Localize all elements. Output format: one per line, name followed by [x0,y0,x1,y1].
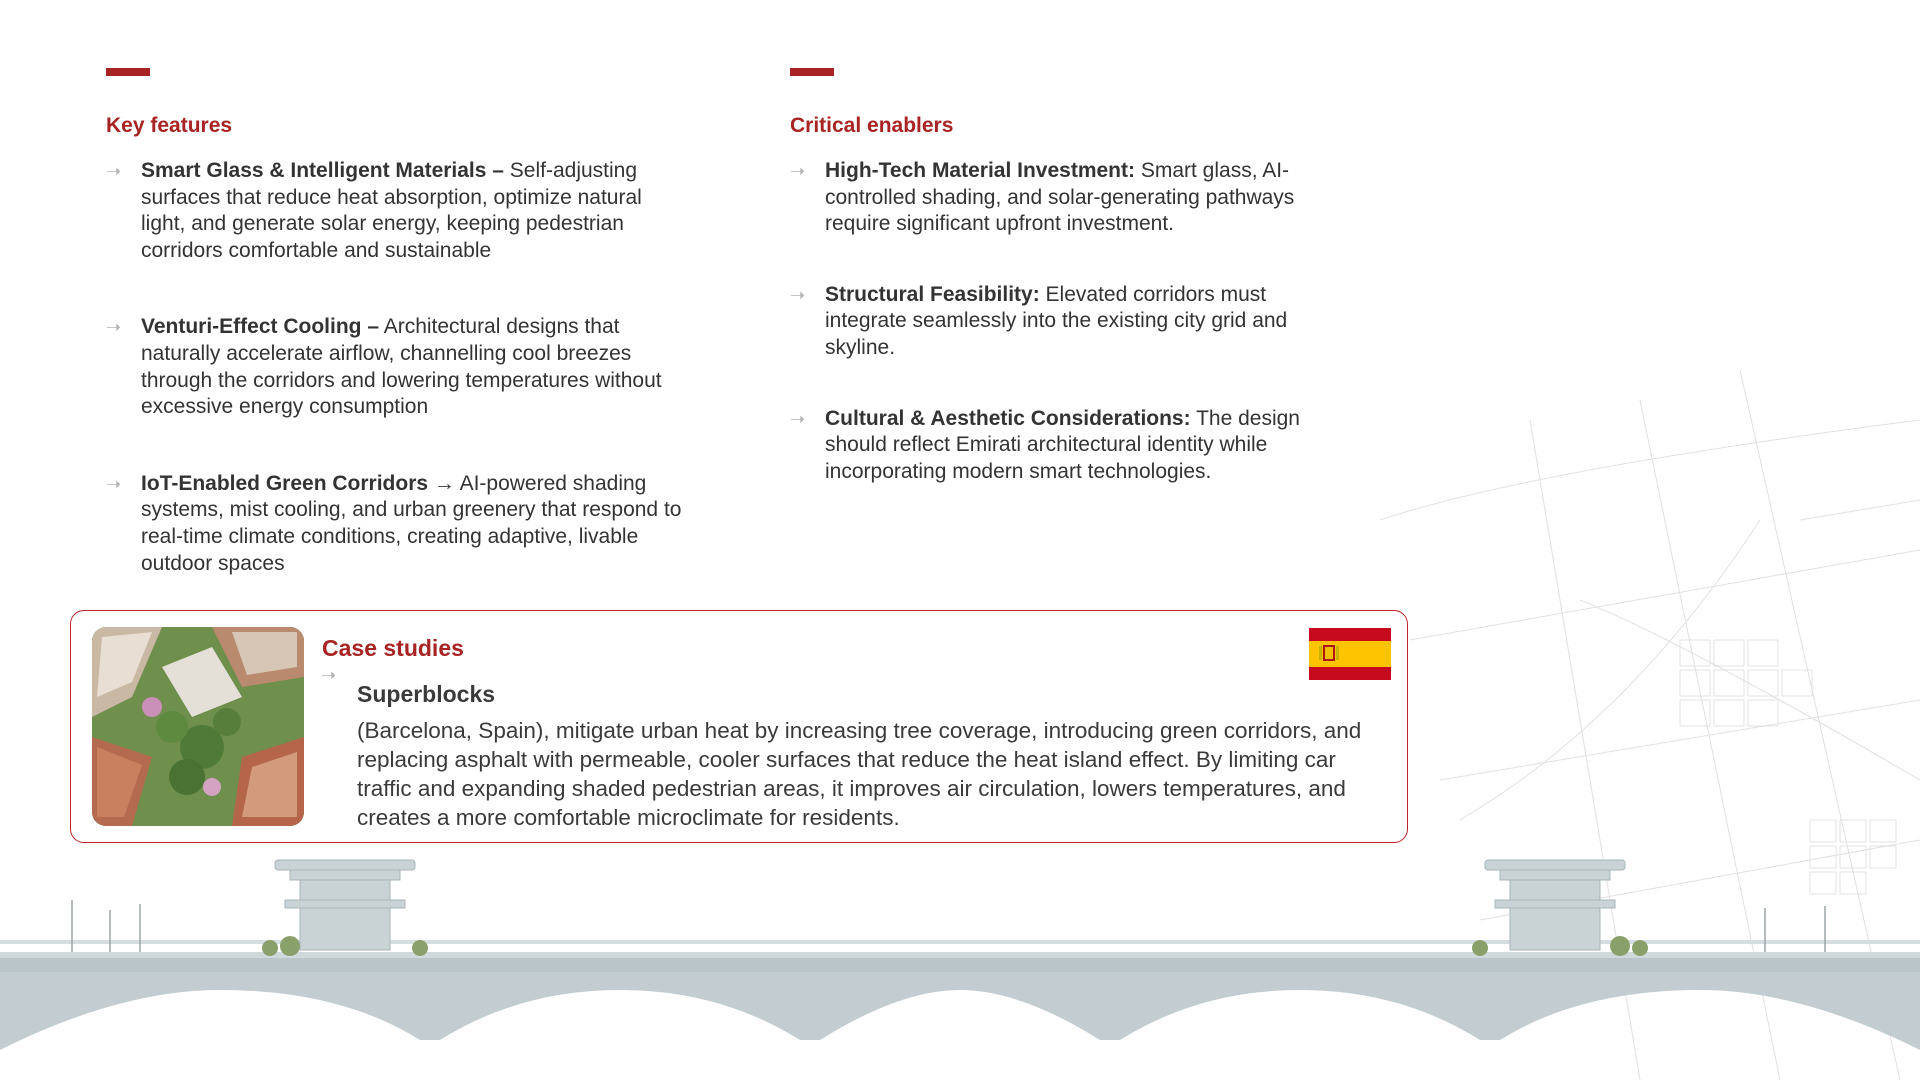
arrow-right-icon: ➝ [321,665,337,685]
arrow-right-icon: ➝ [106,317,122,338]
item-text [825,406,1350,486]
list-item [106,158,686,264]
arrow-right-icon: ➝ [790,161,806,181]
item-text [825,282,1350,362]
item-description: Elevated corridors must integrate seamlessly into the existing city grid and skyline. [825,282,1288,359]
item-description: Architectural designs that naturally accelerate airflow, channelling cool breezes through the corridors and lowering temperatures without excessive energy consumption [141,315,662,419]
list-item [790,282,1350,362]
item-heading: Venturi-Effect Cooling – [141,315,380,339]
case-studies-card [70,610,1408,843]
item-heading: Structural Feasibility: [825,282,1040,306]
item-text [141,314,686,420]
bridge-illustration [0,840,1920,1080]
case-studies-title: Case studies [322,635,464,661]
item-description: Self-adjusting surfaces that reduce heat absorption, optimize natural light, and generate solar energy, keeping pedestrian corridors comfortable and sustainable [141,159,642,262]
list-item [790,406,1350,486]
critical-enablers-section [790,68,1350,535]
accent-bar [106,68,150,76]
item-description: The design should reflect Emirati architectural identity while incorporating modern smart technologies. [825,406,1300,483]
item-heading: Smart Glass & Intelligent Materials – [141,159,504,182]
list-item [106,314,686,420]
case-study-description: (Barcelona, Spain), mitigate urban heat by increasing tree coverage, introducing green corridors, and replacing asphalt with permeable, cooler surfaces that reduce the heat island effect. By limiting car traffic and expanding shaded pedestrian areas, it improves air circulation, lowers temperatures, and creates a more comfortable microclimate for residents. [357,718,1362,830]
arrow-right-icon: ➝ [106,161,122,181]
critical-enablers-title: Critical enablers [790,114,954,137]
item-heading: Cultural & Aesthetic Considerations: [825,406,1191,430]
arrow-right-icon: ➝ [790,408,806,429]
case-study-name: Superblocks [357,681,496,707]
item-description: Smart glass, AI-controlled shading, and solar-generating pathways require significant upfront investment. [825,159,1295,236]
list-item [790,158,1350,238]
item-heading: IoT-Enabled Green Corridors [141,471,429,495]
list-item [106,471,686,577]
accent-bar [790,68,834,76]
arrow-right-icon: ➝ [106,473,122,494]
item-text [825,158,1350,238]
item-text [141,158,686,264]
key-features-title: Key features [106,114,233,137]
item-heading: High-Tech Material Investment: [825,159,1135,182]
item-description: → AI-powered shading systems, mist cooling, and urban greenery that respond to real-time climate conditions, creating adaptive, livable outdoor spaces [141,471,682,575]
key-features-section [106,68,686,627]
barcelona-aerial-photo [92,627,304,826]
arrow-right-icon: ➝ [790,284,806,305]
item-text [141,471,686,577]
spain-flag-icon [1309,628,1391,680]
